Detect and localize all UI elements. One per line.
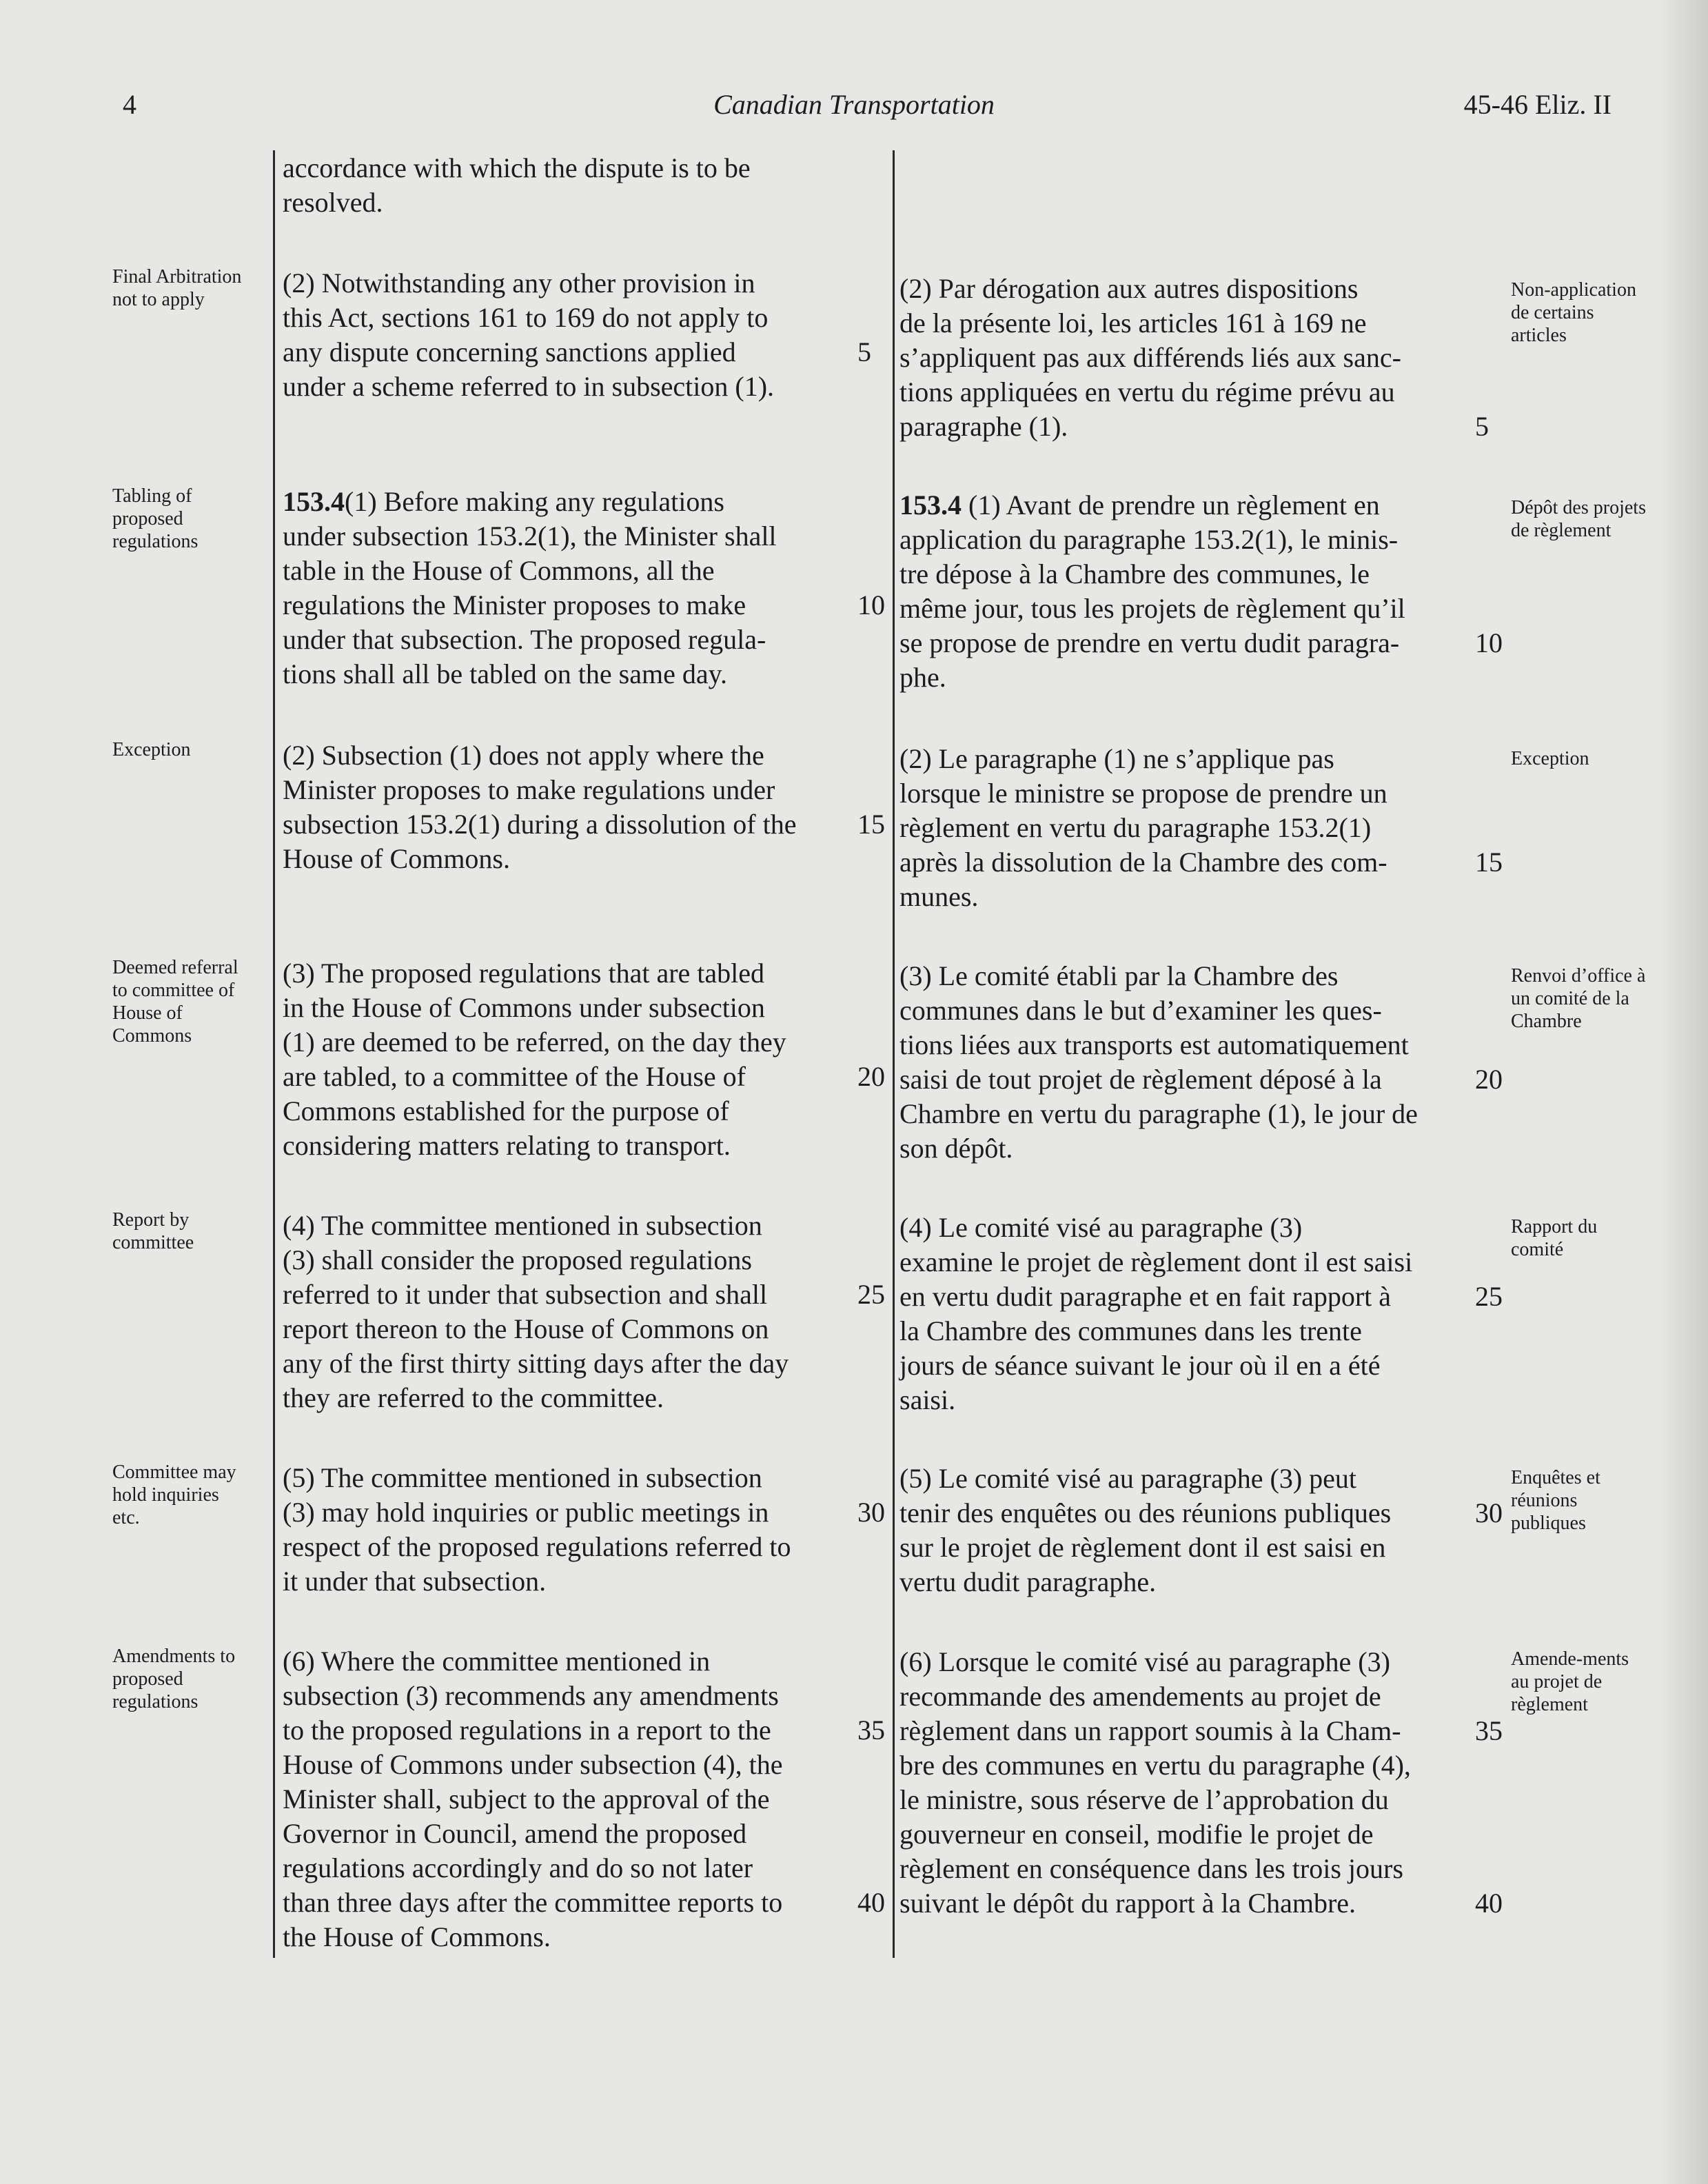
margin-note-en: Report by committee [112, 1209, 194, 1253]
margin-note-fr: Amende-ments au projet de règlement [1511, 1648, 1629, 1715]
text-line: considering matters relating to transport. [283, 1130, 731, 1161]
english-paragraph [283, 266, 855, 404]
text-line: than three days after the committee reports to [283, 1887, 783, 1918]
text-line: règlement en conséquence dans les trois jours [899, 1853, 1403, 1884]
french-paragraph [899, 959, 1468, 1166]
text-line: this Act, sections 161 to 169 do not apply to [283, 302, 769, 333]
section-number: 153.4 [283, 486, 345, 517]
margin-note-en: Final Arbitration not to apply [112, 266, 242, 310]
text-line: resolved. [283, 187, 383, 218]
text-line: table in the House of Commons, all the [283, 555, 715, 586]
text-line: même jour, tous les projets de règlement qu’il [899, 593, 1405, 624]
text-line: recommande des amendements au projet de [899, 1681, 1381, 1712]
text-line: House of Commons. [283, 843, 510, 874]
text-line: regulations accordingly and do so not later [283, 1852, 753, 1883]
line-number: 25 [857, 1279, 885, 1310]
text-line: Chambre en vertu du paragraphe (1), le jour de [899, 1098, 1418, 1129]
text-line: accordance with which the dispute is to be [283, 152, 751, 183]
text-line: (4) The committee mentioned in subsection [283, 1210, 762, 1241]
margin-note-fr: Dépôt des projets de règlement [1511, 497, 1646, 541]
french-paragraph [899, 272, 1468, 444]
line-number: 15 [857, 809, 885, 840]
text-line: (1) are deemed to be referred, on the day they [283, 1027, 786, 1058]
page-edge-shadow [1660, 0, 1708, 2184]
text-line: règlement dans un rapport soumis à la Cham- [899, 1715, 1401, 1746]
english-paragraph [283, 151, 855, 220]
text-line: are tabled, to a committee of the House of [283, 1061, 746, 1092]
text-line: application du paragraphe 153.2(1), le minis- [899, 524, 1399, 555]
text-line: any dispute concerning sanctions applied [283, 336, 736, 367]
french-paragraph [899, 1462, 1468, 1599]
text-line: (3) Le comité établi par la Chambre des [899, 960, 1339, 991]
text-line: tions liées aux transports est automatiquement [899, 1029, 1409, 1060]
margin-note-en: Deemed referral to committee of House of Commons [112, 957, 238, 1046]
text-line: suivant le dépôt du rapport à la Chambre. [899, 1888, 1356, 1919]
text-line: tre dépose à la Chambre des communes, le [899, 558, 1370, 589]
margin-note-fr: Exception [1511, 748, 1589, 769]
english-paragraph [283, 1644, 855, 1954]
text-line: (4) Le comité visé au paragraphe (3) [899, 1212, 1303, 1243]
text-line: tions appliquées en vertu du régime prévu au [899, 376, 1395, 407]
text-line: (2) Notwithstanding any other provision in [283, 267, 755, 299]
text-line: saisi. [899, 1384, 956, 1415]
margin-note-fr: Renvoi d’office à un comité de la Chambre [1511, 965, 1646, 1032]
text-line: son dépôt. [899, 1133, 1013, 1164]
column-rule-middle [893, 150, 895, 1958]
line-number: 10 [1475, 627, 1503, 658]
text-line: any of the first thirty sitting days after the day [283, 1348, 789, 1379]
line-number: 15 [1475, 847, 1503, 878]
margin-note-en: Exception [112, 739, 191, 760]
text-line: House of Commons under subsection (4), the [283, 1749, 783, 1780]
text-line: après la dissolution de la Chambre des com- [899, 847, 1387, 878]
text-line: tions shall all be tabled on the same day. [283, 658, 728, 689]
text-line: (2) Le paragraphe (1) ne s’applique pas [899, 743, 1334, 774]
text-line: (3) shall consider the proposed regulations [283, 1244, 752, 1275]
text-line: sur le projet de règlement dont il est saisi en [899, 1532, 1386, 1563]
text-line: examine le projet de règlement dont il est saisi [899, 1246, 1413, 1277]
english-paragraph [283, 738, 855, 876]
line-number: 5 [1475, 411, 1489, 442]
page-number: 4 [123, 89, 136, 120]
line-number: 35 [857, 1715, 885, 1746]
text-line: bre des communes en vertu du paragraphe (4), [899, 1750, 1411, 1781]
english-paragraph [283, 1461, 855, 1599]
text-line: subsection (3) recommends any amendments [283, 1680, 779, 1711]
line-number: 20 [1475, 1064, 1503, 1095]
text-line: s’appliquent pas aux différends liés aux sanc- [899, 342, 1401, 373]
regnal-year: 45-46 Eliz. II [1463, 89, 1612, 120]
text-line: (6) Where the committee mentioned in [283, 1646, 711, 1677]
french-paragraph [899, 1211, 1468, 1417]
margin-note-en: Tabling of proposed regulations [112, 485, 199, 552]
text-line: règlement en vertu du paragraphe 153.2(1) [899, 812, 1372, 843]
text-line: (2) Subsection (1) does not apply where the [283, 740, 764, 771]
text-line: tenir des enquêtes ou des réunions publiques [899, 1497, 1392, 1528]
line-number: 40 [1475, 1888, 1503, 1919]
text-line [283, 485, 855, 519]
line-number: 5 [857, 336, 871, 367]
text-line: en vertu dudit paragraphe et en fait rapport à [899, 1281, 1392, 1312]
text-line: subsection 153.2(1) during a dissolution of the [283, 809, 797, 840]
french-paragraph [899, 1645, 1468, 1921]
text-line: report thereon to the House of Commons on [283, 1313, 769, 1344]
text-line: Commons established for the purpose of [283, 1095, 729, 1126]
text-line: saisi de tout projet de règlement déposé à la [899, 1064, 1382, 1095]
margin-note-en: Amendments to proposed regulations [112, 1646, 236, 1712]
text-line: de la présente loi, les articles 161 à 169 ne [899, 307, 1367, 338]
column-rule-left [273, 150, 275, 1958]
running-title: Canadian Transportation [713, 89, 995, 120]
text-run: (1) Avant de prendre un règlement en [968, 489, 1380, 520]
text-line: la Chambre des communes dans les trente [899, 1315, 1362, 1346]
line-number: 40 [857, 1887, 885, 1918]
text-line: communes dans le but d’examiner les ques- [899, 995, 1382, 1026]
text-line: the House of Commons. [283, 1921, 551, 1952]
text-line: in the House of Commons under subsection [283, 992, 765, 1023]
margin-note-en: Committee may hold inquiries etc. [112, 1462, 236, 1528]
text-line: vertu dudit paragraphe. [899, 1566, 1157, 1597]
line-number: 10 [857, 589, 885, 620]
text-line: (5) The committee mentioned in subsection [283, 1462, 762, 1493]
text-line: to the proposed regulations in a report to the [283, 1715, 771, 1746]
french-paragraph [899, 488, 1468, 695]
line-number: 25 [1475, 1281, 1503, 1312]
line-number: 30 [1475, 1497, 1503, 1528]
margin-note-fr: Enquêtes et réunions publiques [1511, 1467, 1600, 1534]
text-run: (1) Before making any regulations [345, 486, 724, 517]
text-line: they are referred to the committee. [283, 1382, 664, 1413]
text-line: le ministre, sous réserve de l’approbation du [899, 1784, 1389, 1815]
text-line: Minister shall, subject to the approval of the [283, 1783, 770, 1814]
french-paragraph [899, 742, 1468, 914]
english-paragraph [283, 1209, 855, 1415]
text-line: under that subsection. The proposed regula- [283, 624, 766, 655]
text-line: Minister proposes to make regulations under [283, 774, 775, 805]
text-line: regulations the Minister proposes to make [283, 589, 746, 620]
text-line: Governor in Council, amend the proposed [283, 1818, 747, 1849]
text-line: paragraphe (1). [899, 411, 1068, 442]
text-line: (5) Le comité visé au paragraphe (3) peut [899, 1463, 1357, 1494]
margin-note-fr: Rapport du comité [1511, 1216, 1598, 1260]
text-line: munes. [899, 881, 979, 912]
text-line: gouverneur en conseil, modifie le projet de [899, 1819, 1374, 1850]
line-number: 30 [857, 1497, 885, 1528]
text-line: (6) Lorsque le comité visé au paragraphe (3) [899, 1646, 1390, 1677]
text-line: (3) may hold inquiries or public meetings in [283, 1497, 769, 1528]
line-number: 20 [857, 1061, 885, 1092]
text-line: (2) Par dérogation aux autres dispositions [899, 273, 1359, 304]
english-paragraph [283, 485, 855, 691]
margin-note-fr: Non-application de certains articles [1511, 279, 1636, 346]
text-line: under a scheme referred to in subsection (1). [283, 371, 775, 402]
text-line: jours de séance suivant le jour où il en a été [899, 1350, 1381, 1381]
text-line: respect of the proposed regulations referred to [283, 1531, 791, 1562]
section-number: 153.4 [899, 489, 962, 520]
text-line: phe. [899, 662, 946, 693]
text-line: referred to it under that subsection and shall [283, 1279, 768, 1310]
english-paragraph [283, 956, 855, 1163]
line-number: 35 [1475, 1715, 1503, 1746]
text-line: it under that subsection. [283, 1566, 547, 1597]
text-line: under subsection 153.2(1), the Minister shall [283, 520, 777, 552]
text-line: (3) The proposed regulations that are tabled [283, 958, 765, 989]
text-line [899, 488, 1468, 523]
text-line: lorsque le ministre se propose de prendre un [899, 778, 1387, 809]
text-line: se propose de prendre en vertu dudit paragra- [899, 627, 1400, 658]
